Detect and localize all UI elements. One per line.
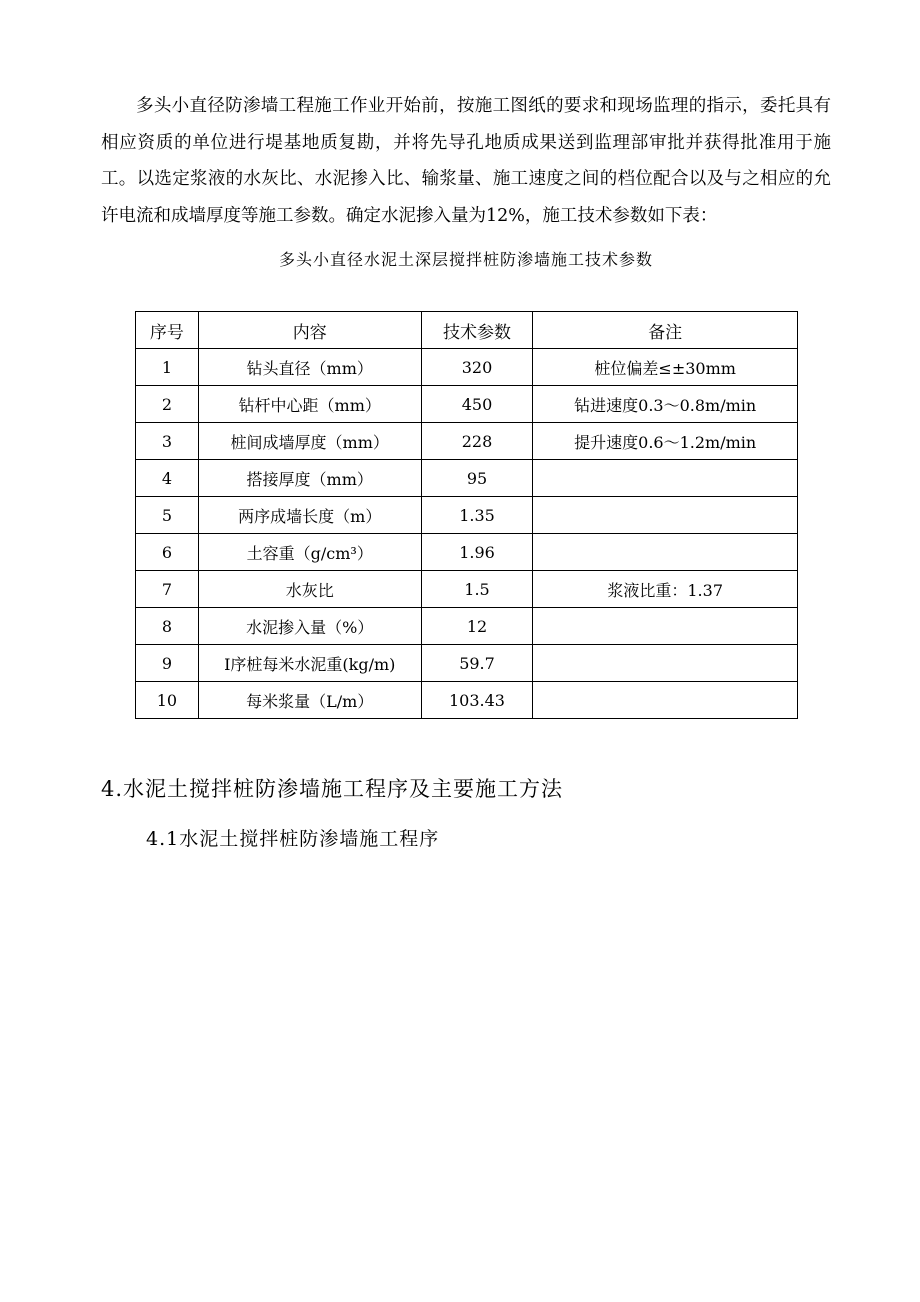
cell-number: 7	[136, 571, 199, 608]
cell-parameter: 320	[421, 349, 533, 386]
header-content: 内容	[198, 312, 421, 349]
table-row	[136, 423, 798, 460]
cell-number: 1	[136, 349, 199, 386]
cell-number: 9	[136, 645, 199, 682]
cell-content: 每米浆量（L/m）	[198, 682, 421, 719]
cell-number: 8	[136, 608, 199, 645]
cell-content: 钻头直径（mm）	[198, 349, 421, 386]
parameters-table	[135, 311, 798, 719]
table-row	[136, 682, 798, 719]
table-row	[136, 386, 798, 423]
cell-remark: 钻进速度0.3～0.8m/min	[533, 386, 798, 423]
cell-remark	[533, 645, 798, 682]
cell-content: Ⅰ序桩每米水泥重(kg/m)	[198, 645, 421, 682]
cell-number: 6	[136, 534, 199, 571]
cell-parameter: 103.43	[421, 682, 533, 719]
cell-parameter: 12	[421, 608, 533, 645]
cell-parameter: 450	[421, 386, 533, 423]
header-number: 序号	[136, 312, 199, 349]
cell-content: 钻杆中心距（mm）	[198, 386, 421, 423]
cell-parameter: 95	[421, 460, 533, 497]
cell-content: 水泥掺入量（%）	[198, 608, 421, 645]
cell-remark	[533, 460, 798, 497]
header-remark: 备注	[533, 312, 798, 349]
table-row	[136, 349, 798, 386]
cell-number: 2	[136, 386, 199, 423]
cell-parameter: 1.5	[421, 571, 533, 608]
subsection-heading: 4.1水泥土搅拌桩防渗墙施工程序	[146, 828, 440, 850]
cell-content: 两序成墙长度（m）	[198, 497, 421, 534]
intro-paragraph: 多头小直径防渗墙工程施工作业开始前，按施工图纸的要求和现场监理的指示，委托具有相应资质的单位进行堤基地质复勘，并将先导孔地质成果送到监理部审批并获得批准用于施工。以选定浆液的水灰比、水泥掺入比、输浆量、施工速度之间的档位配合以及与之相应的允许电流和成墙厚度等施工参数。确定水泥掺入量为12%，施工技术参数如下表：	[101, 96, 831, 226]
cell-content: 桩间成墙厚度（mm）	[198, 423, 421, 460]
cell-number: 5	[136, 497, 199, 534]
cell-remark: 提升速度0.6～1.2m/min	[533, 423, 798, 460]
table-row	[136, 460, 798, 497]
cell-remark: 桩位偏差≤±30mm	[533, 349, 798, 386]
table-row	[136, 645, 798, 682]
cell-remark	[533, 682, 798, 719]
table-row	[136, 608, 798, 645]
table-row	[136, 497, 798, 534]
table-caption: 多头小直径水泥土深层搅拌桩防渗墙施工技术参数	[278, 250, 653, 269]
table-row	[136, 534, 798, 571]
cell-content: 搭接厚度（mm）	[198, 460, 421, 497]
cell-parameter: 59.7	[421, 645, 533, 682]
header-parameter: 技术参数	[421, 312, 533, 349]
cell-content: 水灰比	[198, 571, 421, 608]
cell-number: 10	[136, 682, 199, 719]
cell-parameter: 1.96	[421, 534, 533, 571]
cell-remark	[533, 534, 798, 571]
cell-number: 4	[136, 460, 199, 497]
cell-remark: 浆液比重：1.37	[533, 571, 798, 608]
cell-remark	[533, 608, 798, 645]
cell-content: 土容重（g/cm³）	[198, 534, 421, 571]
cell-parameter: 1.35	[421, 497, 533, 534]
table-row	[136, 571, 798, 608]
cell-parameter: 228	[421, 423, 533, 460]
cell-number: 3	[136, 423, 199, 460]
section-heading: 4.水泥土搅拌桩防渗墙施工程序及主要施工方法	[101, 777, 564, 801]
cell-remark	[533, 497, 798, 534]
table-header-row	[136, 312, 798, 349]
